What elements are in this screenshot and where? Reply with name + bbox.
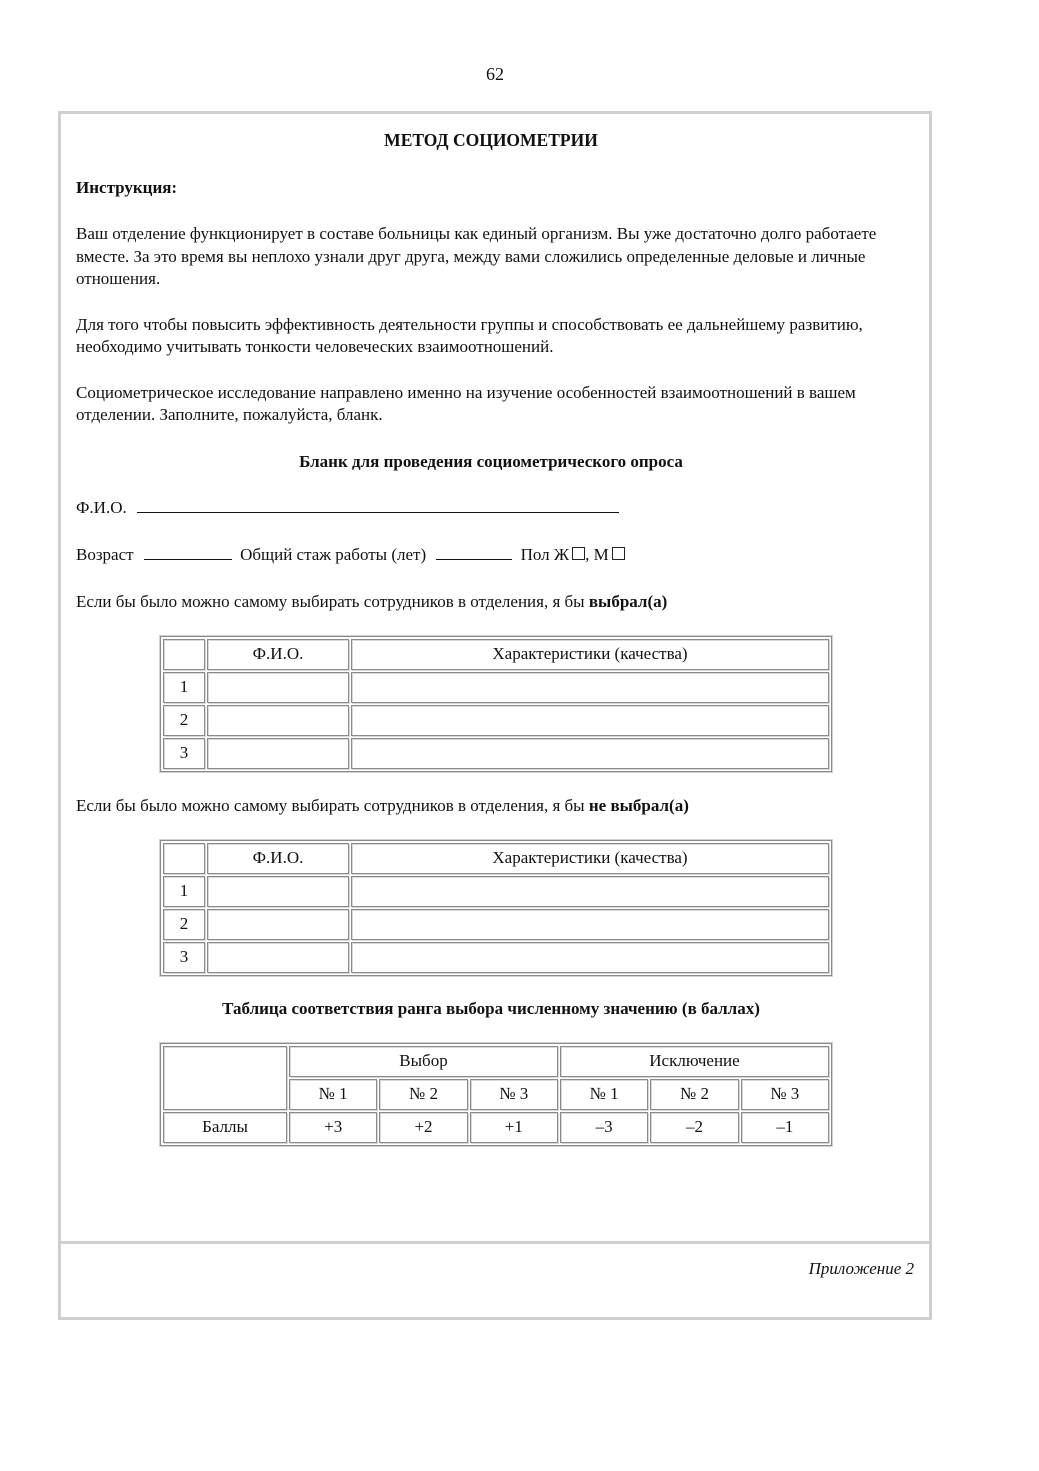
table-row <box>163 672 829 703</box>
reject-table <box>160 840 832 976</box>
table-header-cell <box>163 639 205 670</box>
rank-header: № 3 <box>470 1079 558 1110</box>
table-row <box>163 738 829 769</box>
paragraph-2: Для того чтобы повысить эффективность деятельности группы и способствовать ее дальнейшему развитию, необходимо учитывать тонкости человеческих взаимоотношений. <box>76 314 863 356</box>
reject-prompt-text: Если бы было можно самому выбирать сотрудников в отделения, я бы <box>76 795 585 815</box>
score-value: +3 <box>289 1112 377 1143</box>
score-value: –1 <box>741 1112 829 1143</box>
choose-table <box>160 636 832 772</box>
paragraph-1: Ваш отделение функционирует в составе больницы как единый организм. Вы уже достаточно долго работаете вместе. За это время вы неплохо узнали друг друга, между вами сложились определенные деловые и личные отношения. <box>76 224 877 288</box>
table-header-row <box>163 639 829 670</box>
fio-blank-line[interactable] <box>137 498 619 513</box>
table-row <box>163 942 829 973</box>
group-header-choice: Выбор <box>289 1046 558 1077</box>
fio-cell[interactable] <box>207 672 349 703</box>
row-number: 3 <box>163 942 205 973</box>
experience-blank-line[interactable] <box>436 545 512 560</box>
choose-prompt-text: Если бы было можно самому выбирать сотрудников в отделения, я бы <box>76 591 585 611</box>
characteristics-cell[interactable] <box>351 876 829 907</box>
group-header-exclusion: Исключение <box>560 1046 829 1077</box>
score-value: +2 <box>379 1112 467 1143</box>
table-header-row <box>163 1046 829 1077</box>
experience-label: Общий стаж работы (лет) <box>240 544 427 564</box>
empty-corner-cell <box>163 1046 287 1110</box>
fio-cell[interactable] <box>207 909 349 940</box>
table-header-cell <box>163 843 205 874</box>
row-number: 1 <box>163 876 205 907</box>
fio-cell[interactable] <box>207 738 349 769</box>
row-number: 2 <box>163 705 205 736</box>
gender-female-checkbox[interactable] <box>572 547 585 560</box>
characteristics-cell[interactable] <box>351 705 829 736</box>
choose-prompt-emphasis: выбрал(а) <box>588 591 668 611</box>
age-field-row <box>76 545 906 567</box>
score-value: –3 <box>560 1112 648 1143</box>
table-row <box>163 705 829 736</box>
document-content <box>76 130 906 1146</box>
table-header-cell: Характеристики (качества) <box>351 843 829 874</box>
gender-label: Пол Ж <box>520 544 570 564</box>
reject-prompt-emphasis: не выбрал(а) <box>588 795 689 815</box>
row-number: 1 <box>163 672 205 703</box>
form-title: Бланк для проведения социометрического опроса <box>299 451 683 471</box>
paragraph-3: Социометрическое исследование направлено именно на изучение особенностей взаимоотношений в вашем отделении. Заполните, пожалуйста, бланк. <box>76 382 856 424</box>
table-header-cell: Ф.И.О. <box>207 843 349 874</box>
score-table-title: Таблица соответствия ранга выбора численному значению (в баллах) <box>222 998 760 1018</box>
rank-header: № 1 <box>289 1079 377 1110</box>
page-number: 62 <box>486 64 504 84</box>
document-title: МЕТОД СОЦИОМЕТРИИ <box>384 130 598 150</box>
table-header-cell: Характеристики (качества) <box>351 639 829 670</box>
table-row <box>163 876 829 907</box>
fio-cell[interactable] <box>207 705 349 736</box>
characteristics-cell[interactable] <box>351 942 829 973</box>
rank-header: № 1 <box>560 1079 648 1110</box>
characteristics-cell[interactable] <box>351 738 829 769</box>
gender-separator: , М <box>585 544 609 564</box>
rank-header: № 3 <box>741 1079 829 1110</box>
row-label: Баллы <box>163 1112 287 1143</box>
gender-male-checkbox[interactable] <box>612 547 625 560</box>
fio-label: Ф.И.О. <box>76 497 127 517</box>
frame-divider <box>61 1241 929 1244</box>
row-number: 3 <box>163 738 205 769</box>
appendix-label: Приложение 2 <box>808 1259 914 1278</box>
instruction-label: Инструкция: <box>76 178 178 197</box>
age-label: Возраст <box>76 544 134 564</box>
fio-cell[interactable] <box>207 942 349 973</box>
reject-prompt <box>76 796 906 818</box>
document-frame <box>58 111 932 1320</box>
rank-header: № 2 <box>379 1079 467 1110</box>
score-value: +1 <box>470 1112 558 1143</box>
table-row <box>163 1112 829 1143</box>
characteristics-cell[interactable] <box>351 909 829 940</box>
table-header-cell: Ф.И.О. <box>207 639 349 670</box>
score-table <box>160 1043 832 1146</box>
score-value: –2 <box>650 1112 738 1143</box>
rank-header: № 2 <box>650 1079 738 1110</box>
table-header-row <box>163 843 829 874</box>
characteristics-cell[interactable] <box>351 672 829 703</box>
row-number: 2 <box>163 909 205 940</box>
fio-field-row <box>76 498 906 520</box>
choose-prompt <box>76 592 906 614</box>
table-row <box>163 909 829 940</box>
age-blank-line[interactable] <box>144 545 232 560</box>
fio-cell[interactable] <box>207 876 349 907</box>
